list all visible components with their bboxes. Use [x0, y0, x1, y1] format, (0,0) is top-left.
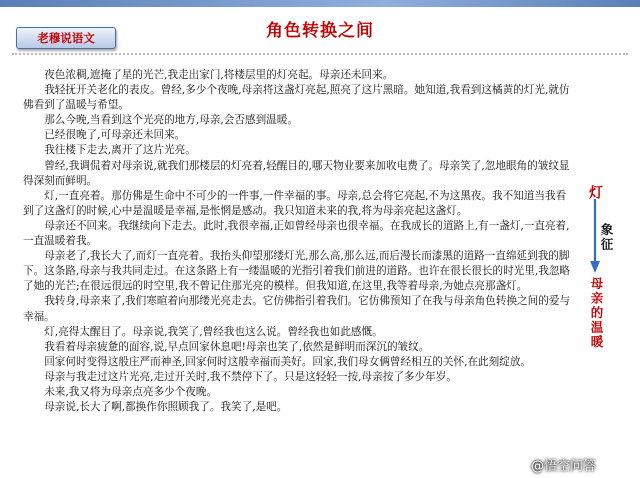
article-body	[23, 68, 575, 415]
paragraph-12: 我看着母亲疲惫的面容,说,早点回家休息吧!母亲也笑了,依然是鲜明而深沉的皱纹。	[44, 340, 430, 353]
paragraph-5: 我往楼下走去,离开了这片光亮。	[44, 144, 196, 157]
chat-bubble-icon	[510, 456, 528, 472]
annotation-mothers-warmth: 母亲的温暖	[589, 277, 604, 350]
paragraph-2: 我轻抚开关老化的表皮。曾经,多少个夜晚,母亲将这盏灯亮起,照亮了这片黑暗。她知道,我看到这橘黄的灯光,就仿佛看到了温暖与希望。	[23, 84, 570, 112]
paragraph-3: 那么今晚,当看到这个光亮的地方,母亲,会否感到温暖。	[44, 114, 298, 127]
paragraph-15: 未来,我又将为母亲点亮多少个夜晚。	[44, 385, 218, 398]
paragraph-6: 曾经,我调侃着对母亲说,就我们那楼层的灯亮着,轻醒目的,哪天物业要来加收电费了。母亲笑了,忽地眼角的皱纹显得深刻而鲜明。	[23, 159, 570, 187]
paragraph-1: 夜色浓稠,遮掩了星的光芒,我走出家门,将楼层里的灯亮起。母亲还未回来。	[44, 69, 394, 81]
top-decorative-bar	[0, 0, 640, 7]
paragraph-8: 母亲还不回来。我继续向下走去。此时,我很幸福,正如曾经母亲也很幸福。在我成长的道路上,有一盏灯,一直亮着,一直温暖着我。	[23, 219, 570, 248]
paragraph-9: 母亲老了,我长大了,而灯一直亮着。我抬头仰望那缕灯光,那么高,那么远,而后漫长而漆黑的道路一直绵延到我的脚下。这条路,母亲与我共同走过。在这条路上有一缕温暖的光指引着我们前进的道路。也许在很长很长的时光里,我忽略了她的光芒;在很远很远的时空里,我不曾记住那光亮的模样。但我知道,在这里,我等着母亲,为她点亮那盏灯。	[23, 250, 571, 293]
page-title: 角色转换之间	[266, 21, 374, 41]
paragraph-14: 母亲与我走过这片光亮,走过开关时,我不禁停下了。只是这轻轻一按,母亲按了多少年岁。	[44, 370, 457, 383]
column-badge: 老穆说语文	[16, 27, 116, 49]
annotation-lamp: 灯	[587, 185, 603, 201]
watermark-text: @悟空问答	[531, 458, 597, 474]
paragraph-11: 灯,亮得太醒目了。母亲说,我笑了,曾经我也这么说。曾经我也如此感慨。	[44, 325, 383, 338]
paragraph-16: 母亲说,长大了啊,都换作你照顾我了。我笑了,是吧。	[44, 401, 288, 414]
annotation-symbolizes: 象征	[599, 223, 614, 252]
watermark	[510, 453, 636, 475]
dotted-divider	[12, 53, 628, 55]
paragraph-13: 回家何时变得这般庄严而神圣,回家何时这般幸福而美好。回家,我们母女俩曾经相互的关怀,在此刻绽放。	[44, 355, 532, 368]
symbol-annotation	[581, 185, 621, 385]
paragraph-4: 已经很晚了,可母亲还未回来。	[44, 129, 186, 142]
paragraph-10: 我转身,母亲来了,我们寒暄着向那缕光亮走去。它仿佛指引着我们。它仿佛预知了在我与母亲角色转换之间的爱与幸福。	[23, 295, 571, 323]
paragraph-7: 灯,一直亮着。那仿佛是生命中不可少的一件事,一件幸福的事。母亲,总会将它亮起,不为这黑夜。我不知道当我看到了这盏灯的时候,心中是温暖是幸福,是怅惘是感动。我只知道未来的我,将为母亲亮起这盏灯。	[23, 189, 567, 217]
